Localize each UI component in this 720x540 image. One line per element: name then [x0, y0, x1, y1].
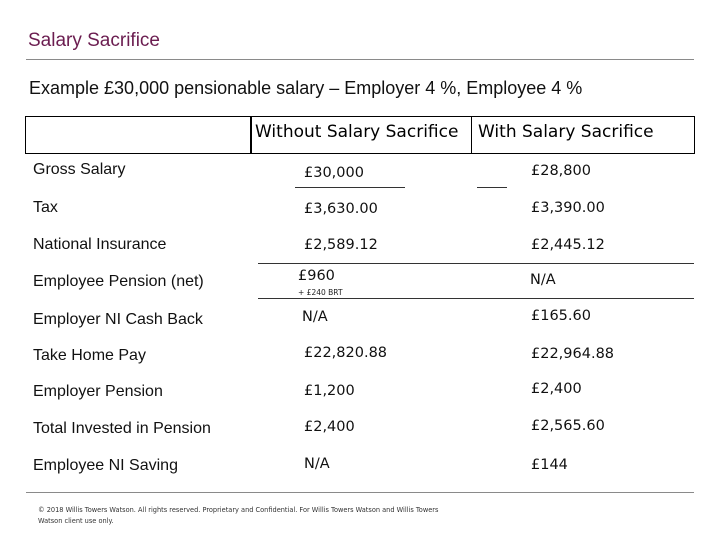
row-label-gross-salary: Gross Salary: [33, 161, 126, 178]
row-label-take-home-pay: Take Home Pay: [33, 347, 146, 364]
footer-divider: [26, 492, 694, 493]
employer-pension-with: £2,400: [531, 381, 582, 397]
slide-title: Salary Sacrifice: [28, 30, 160, 51]
national-insurance-without: £2,589.12: [304, 237, 378, 253]
employee-pension-without: £960: [298, 268, 335, 284]
row-label-employee-pension-net: Employee Pension (net): [33, 273, 204, 290]
employee-pension-with: N/A: [530, 272, 556, 288]
row-label-employer-ni-cash-back: Employer NI Cash Back: [33, 311, 203, 328]
header-without-salary-sacrifice: Without Salary Sacrifice: [255, 122, 459, 142]
row-label-tax: Tax: [33, 199, 58, 216]
employee-ni-saving-without: N/A: [304, 456, 330, 472]
gross-salary-with: £28,800: [531, 163, 591, 179]
national-insurance-with: £2,445.12: [531, 237, 605, 253]
row-label-total-invested-in-pension: Total Invested in Pension: [33, 420, 211, 437]
row-label-national-insurance: National Insurance: [33, 236, 167, 253]
title-divider: [26, 59, 694, 60]
employer-ni-cash-back-without: N/A: [302, 309, 328, 325]
tax-with: £3,390.00: [531, 200, 605, 216]
employee-ni-saving-with: £144: [531, 457, 568, 473]
gross-salary-without: £30,000: [304, 165, 364, 181]
total-invested-without: £2,400: [304, 419, 355, 435]
row-label-employer-pension: Employer Pension: [33, 383, 163, 400]
cell-line: [258, 263, 694, 264]
copyright-footer: © 2018 Willis Towers Watson. All rights reserved. Proprietary and Confidential. For Willis Towers Watson and Willis Towers Watson client use only.: [38, 506, 439, 525]
employer-pension-without: £1,200: [304, 383, 355, 399]
total-invested-with: £2,565.60: [531, 418, 605, 434]
take-home-pay-with: £22,964.88: [531, 346, 615, 362]
basic-rate-tax-note: + £240 BRT: [298, 288, 343, 297]
cell-line: [477, 187, 507, 188]
take-home-pay-without: £22,820.88: [304, 345, 388, 361]
header-divider: [471, 116, 472, 154]
employer-ni-cash-back-with: £165.60: [531, 308, 591, 324]
slide-subtitle: Example £30,000 pensionable salary – Employer 4 %, Employee 4 %: [29, 78, 583, 98]
cell-line: [295, 187, 405, 188]
row-label-employee-ni-saving: Employee NI Saving: [33, 457, 178, 474]
cell-line: [258, 298, 694, 299]
tax-without: £3,630.00: [304, 201, 378, 217]
header-empty-cell: [25, 116, 251, 154]
header-with-salary-sacrifice: With Salary Sacrifice: [478, 122, 654, 142]
